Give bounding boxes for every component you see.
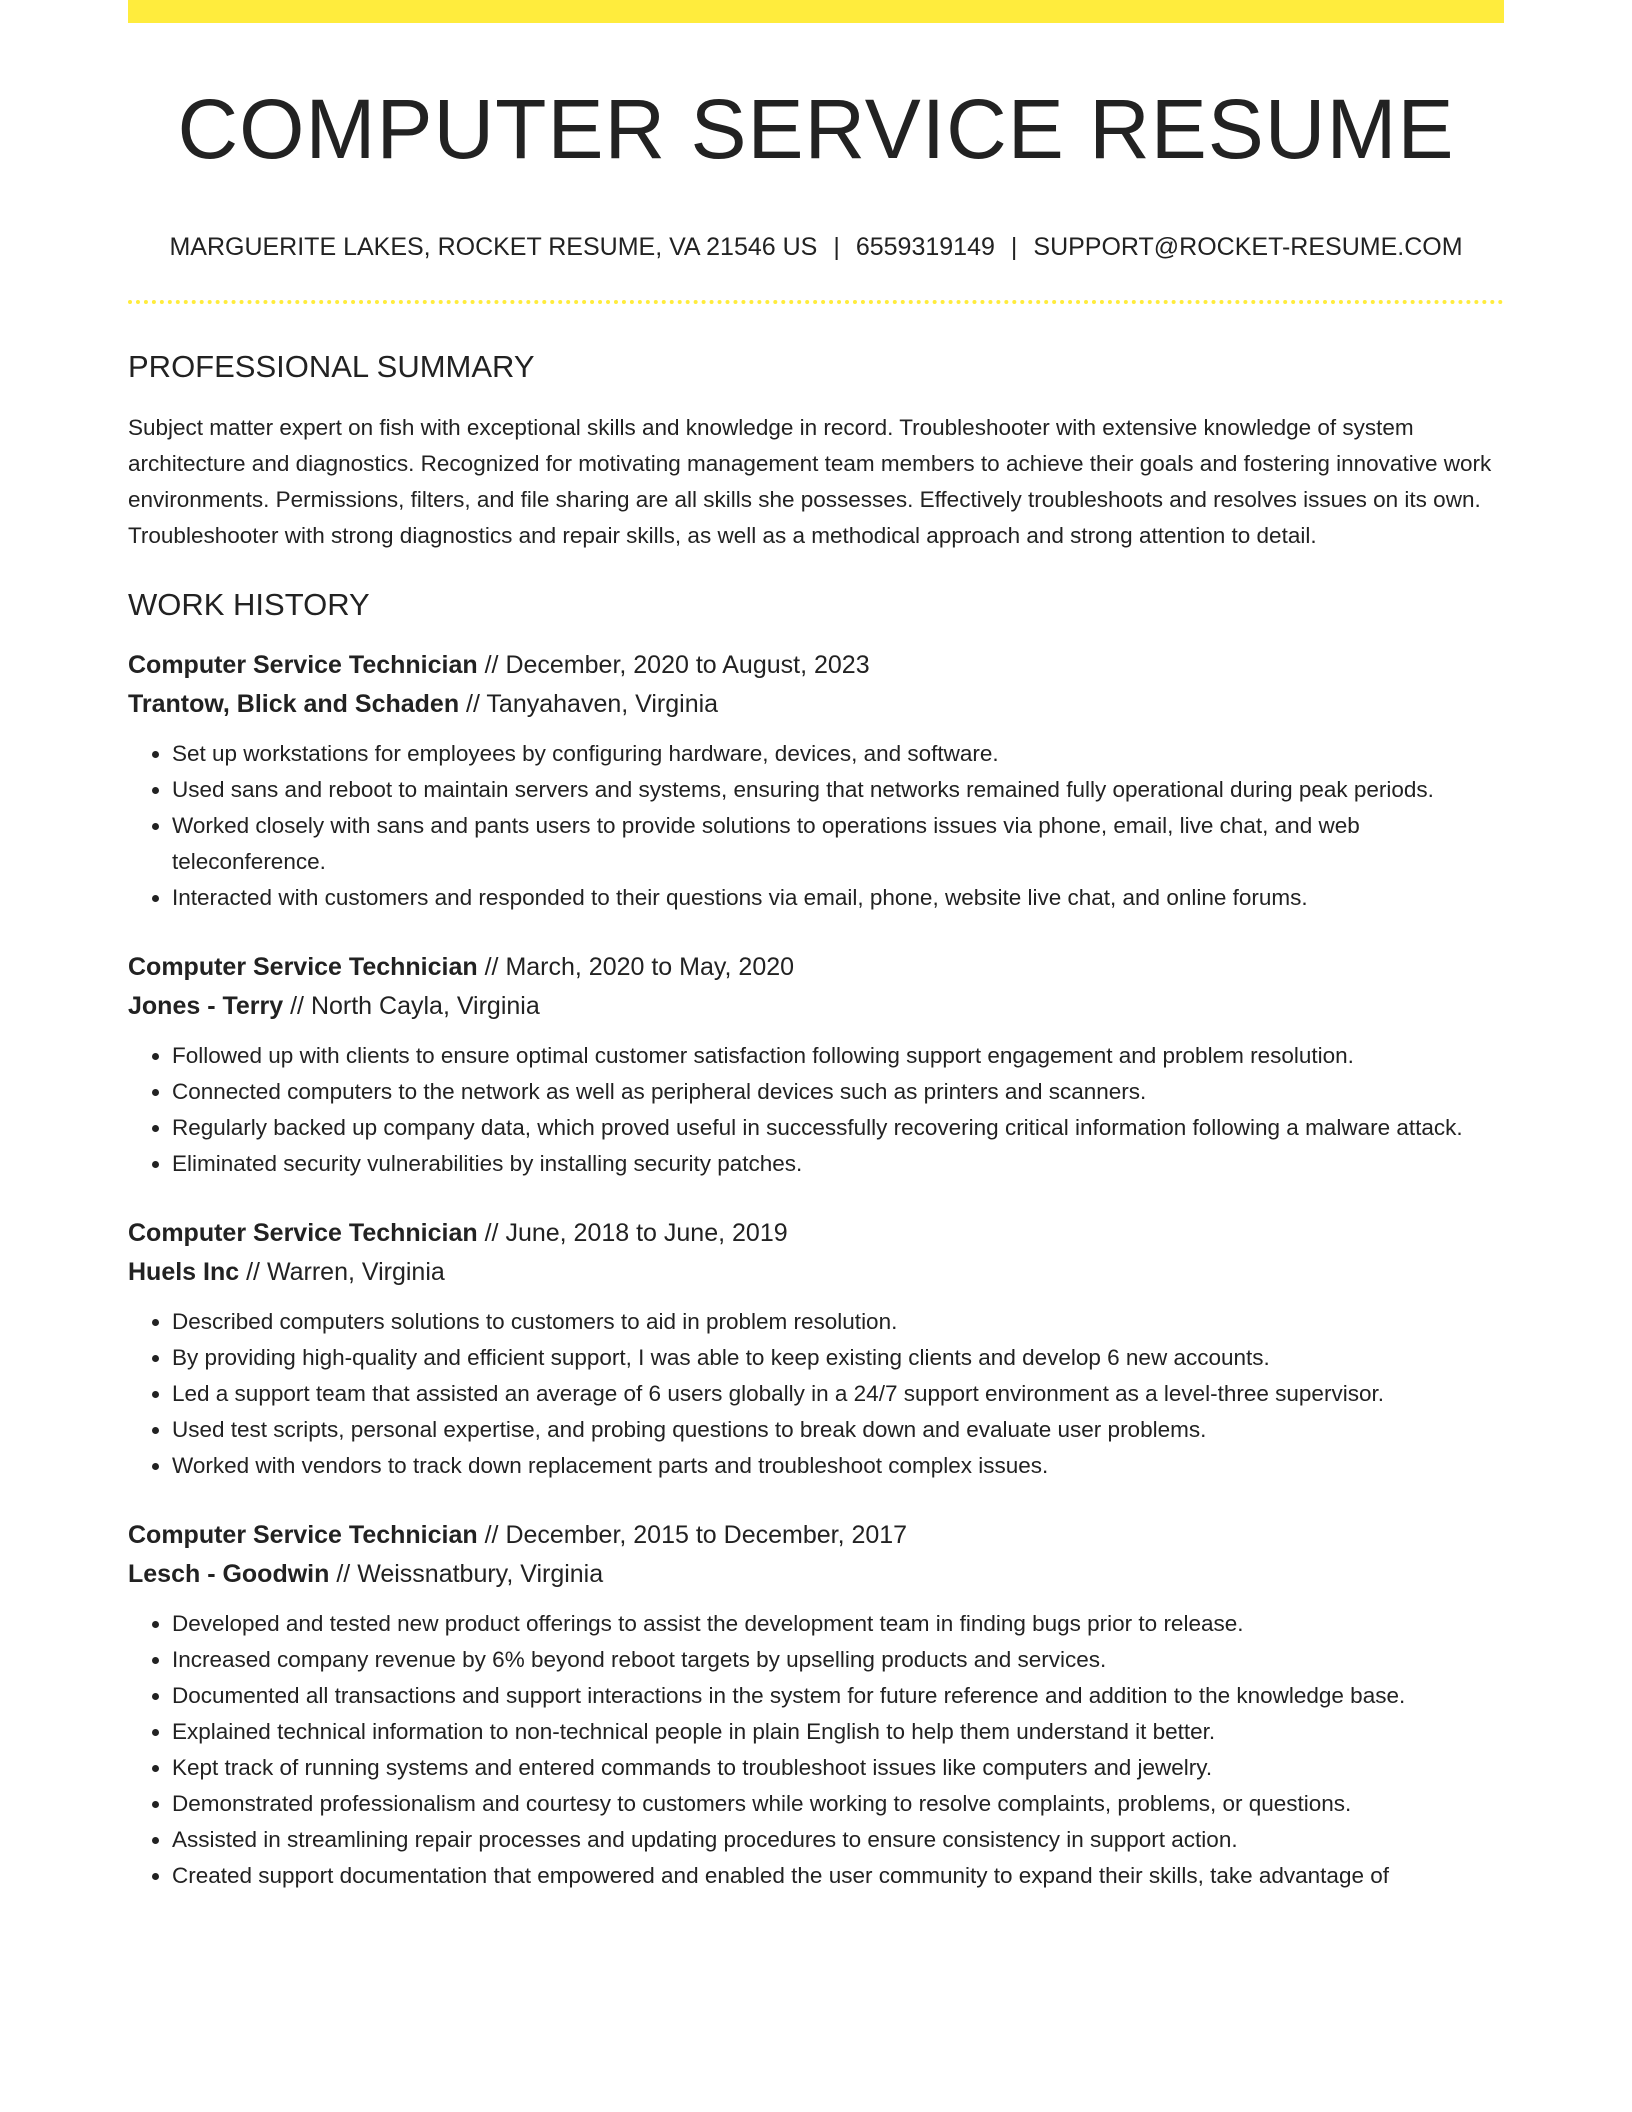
job-bullet: • By providing high-quality and efficient support, I was able to keep existing clients and develop 6 new accounts. — [172, 1340, 1504, 1376]
job-bullet: • Interacted with customers and responded to their questions via email, phone, website live chat, and online forums. — [172, 880, 1504, 916]
job-bullet: • Increased company revenue by 6% beyond reboot targets by upselling products and services. — [172, 1642, 1504, 1678]
job-bullet: • Developed and tested new product offerings to assist the development team in finding bugs prior to release. — [172, 1606, 1504, 1642]
job-title-line — [128, 948, 1504, 987]
summary-heading: PROFESSIONAL SUMMARY — [128, 349, 535, 384]
job-bullet: • Documented all transactions and support interactions in the system for future reference and addition to the knowledge base. — [172, 1678, 1504, 1714]
job-bullet: • Regularly backed up company data, which proved useful in successfully recovering critical information following a malware attack. — [172, 1110, 1504, 1146]
job-entry — [128, 1214, 1504, 1484]
job-bullets — [128, 736, 1504, 916]
job-company: Trantow, Blick and Schaden — [128, 690, 460, 718]
job-title-line — [128, 1214, 1504, 1253]
job-dates: // December, 2020 to August, 2023 — [484, 651, 870, 679]
job-title: Computer Service Technician — [128, 953, 478, 981]
job-title-line — [128, 1516, 1504, 1555]
job-entry — [128, 646, 1504, 916]
contact-address: MARGUERITE LAKES, ROCKET RESUME, VA 21546 US — [169, 233, 818, 261]
job-bullet: • Led a support team that assisted an average of 6 users globally in a 24/7 support environment as a level-three supervisor. — [172, 1376, 1504, 1412]
job-dates: // March, 2020 to May, 2020 — [484, 953, 795, 981]
job-company-line — [128, 685, 1504, 724]
job-company-line — [128, 987, 1504, 1026]
contact-phone: 6559319149 — [855, 233, 995, 261]
contact-separator: | — [833, 233, 840, 261]
job-bullet: • Worked with vendors to track down replacement parts and troubleshoot complex issues. — [172, 1448, 1504, 1484]
job-bullets — [128, 1304, 1504, 1484]
job-title: Computer Service Technician — [128, 651, 478, 679]
job-entry — [128, 1516, 1504, 1894]
job-bullet: • Described computers solutions to customers to aid in problem resolution. — [172, 1304, 1504, 1340]
job-bullet: • Set up workstations for employees by configuring hardware, devices, and software. — [172, 736, 1504, 772]
job-dates: // December, 2015 to December, 2017 — [484, 1521, 908, 1549]
job-bullet: • Explained technical information to non-technical people in plain English to help them understand it better. — [172, 1714, 1504, 1750]
work-history-heading: WORK HISTORY — [128, 587, 370, 622]
job-entry — [128, 948, 1504, 1182]
job-bullet: • Demonstrated professionalism and courtesy to customers while working to resolve complaints, problems, or questions. — [172, 1786, 1504, 1822]
job-bullet: • Kept track of running systems and entered commands to troubleshoot issues like computers and jewelry. — [172, 1750, 1504, 1786]
job-bullets — [128, 1038, 1504, 1182]
job-bullets — [128, 1606, 1504, 1894]
job-company: Jones - Terry — [128, 992, 284, 1020]
contact-line — [128, 235, 1504, 260]
job-company: Lesch - Goodwin — [128, 1560, 330, 1588]
job-company: Huels Inc — [128, 1258, 240, 1286]
job-title: Computer Service Technician — [128, 1219, 478, 1247]
contact-email: SUPPORT@ROCKET-RESUME.COM — [1033, 233, 1463, 261]
job-location: // Warren, Virginia — [246, 1258, 445, 1286]
job-company-line — [128, 1253, 1504, 1292]
job-bullet: • Eliminated security vulnerabilities by installing security patches. — [172, 1146, 1504, 1182]
contact-separator: | — [1010, 233, 1018, 261]
job-bullet: • Created support documentation that empowered and enabled the user community to expand their skills, take advantage of — [172, 1858, 1504, 1894]
job-bullet: • Used sans and reboot to maintain servers and systems, ensuring that networks remained fully operational during peak periods. — [172, 772, 1504, 808]
job-bullet: • Followed up with clients to ensure optimal customer satisfaction following support engagement and problem resolution. — [172, 1038, 1504, 1074]
job-dates: // June, 2018 to June, 2019 — [484, 1219, 788, 1247]
job-bullet: • Assisted in streamlining repair processes and updating procedures to ensure consistency in support action. — [172, 1822, 1504, 1858]
job-bullet: • Worked closely with sans and pants users to provide solutions to operations issues via phone, email, live chat, and web teleconference. — [172, 808, 1504, 880]
job-company-line — [128, 1555, 1504, 1594]
header-divider — [128, 300, 1504, 304]
resume-title: COMPUTER SERVICE RESUME — [177, 82, 1455, 176]
job-title: Computer Service Technician — [128, 1521, 478, 1549]
top-accent-bar — [128, 0, 1504, 23]
summary-text: Subject matter expert on fish with exceptional skills and knowledge in record. Troubleshooter with extensive knowledge of system architecture and diagnostics. Recognized for motivating management team members to achieve their goals and fostering innovative work environments. Permissions, filters, and file sharing are all skills she possesses. Effectively troubleshoots and resolves issues on its own. Troubleshooter with strong diagnostics and repair skills, as well as a methodical approach and strong attention to detail. — [128, 415, 1492, 548]
job-location: // Tanyahaven, Virginia — [466, 690, 719, 718]
resume-page — [128, 0, 1504, 1894]
job-bullet: • Connected computers to the network as well as peripheral devices such as printers and scanners. — [172, 1074, 1504, 1110]
job-location: // Weissnatbury, Virginia — [336, 1560, 604, 1588]
job-title-line — [128, 646, 1504, 685]
job-bullet: • Used test scripts, personal expertise, and probing questions to break down and evaluate user problems. — [172, 1412, 1504, 1448]
job-location: // North Cayla, Virginia — [290, 992, 540, 1020]
